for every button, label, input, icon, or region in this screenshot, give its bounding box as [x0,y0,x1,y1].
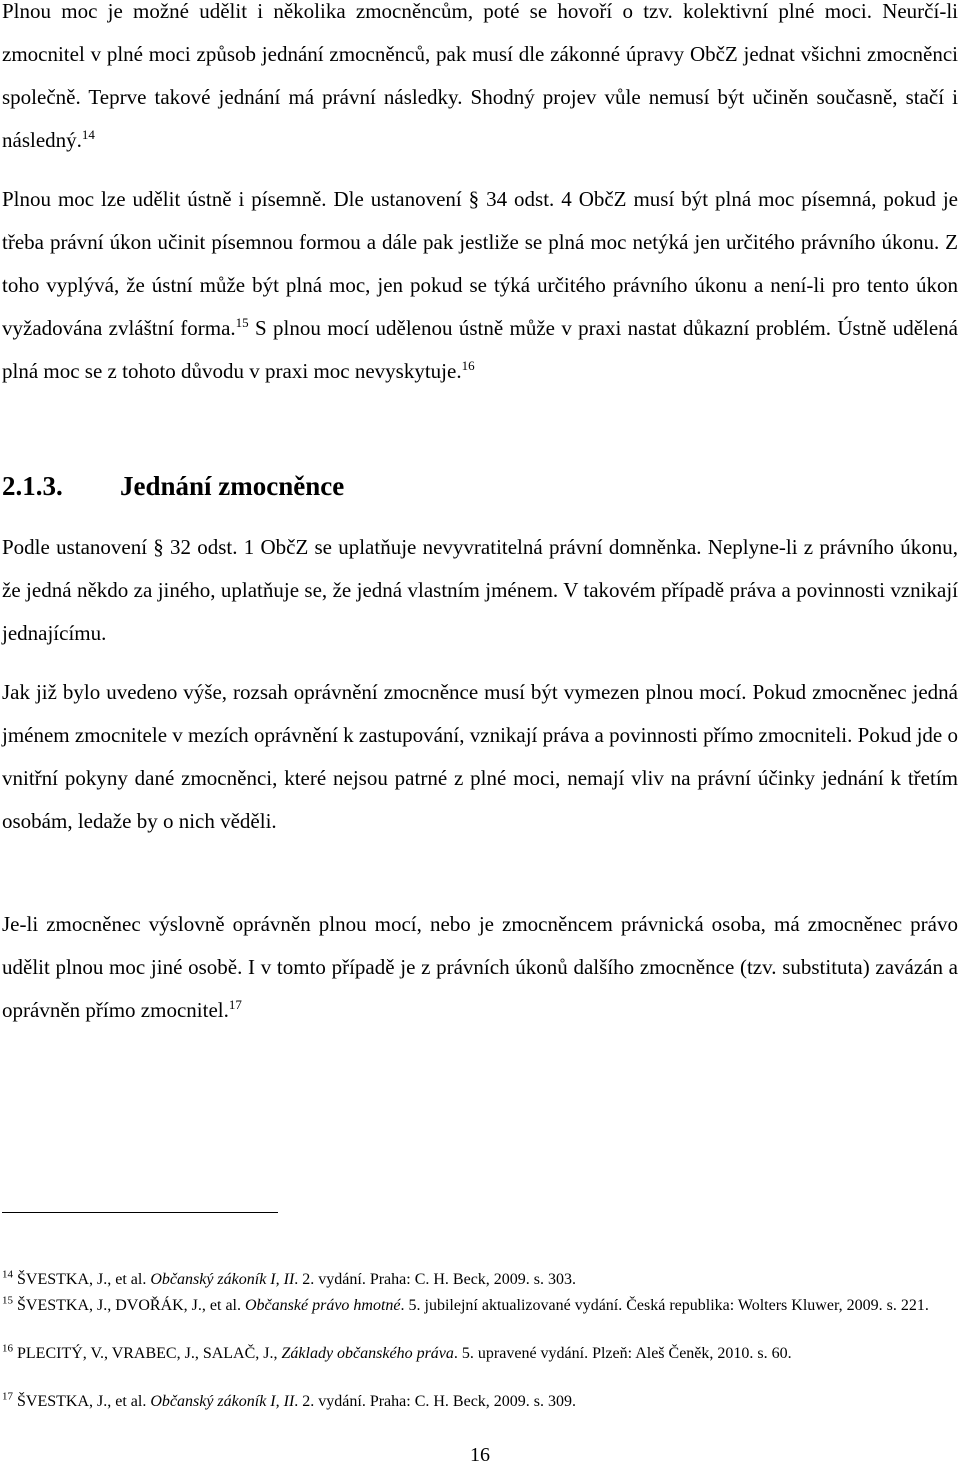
paragraph-text: Plnou moc je možné udělit i několika zmocněncům, poté se hovoří o tzv. kolektivní plné moci. Neurčí-li zmocnitel v plné moci způsob jednání zmocněnců, pak musí dle zákonné úpravy ObčZ jednat všichni zmocněnci společně. Teprve takové jednání má právní následky. Shodný projev vůle nemusí být učiněn současně, stačí i následný. [2,0,958,152]
footnote-16: $^{16}$ PLECITÝ, V., VRABEC, J., SALAČ, J., Základy občanského práva. 5. upravené vydání. Plzeň: Aleš Čeněk, 2010. s. 60. [2,1342,792,1362]
section-heading [2,466,344,506]
footnote-separator [2,1212,278,1213]
paragraph-text: Je-li zmocněnec výslovně oprávněn plnou mocí, nebo je zmocněncem právnická osoba, má zmocněnec právo udělit plnou moc jiné osobě. I v tomto případě je z právních úkonů dalšího zmocněnce (tzv. substituta) zavázán a oprávněn přímo zmocnitel. [2,912,958,1022]
section-title: Jednání zmocněnce [120,471,345,501]
paragraph-form-of-power [2,178,958,393]
paragraph-presumption: Podle ustanovení § 32 odst. 1 ObčZ se uplatňuje nevyvratitelná právní domněnka. Neplyne-li z právního úkonu, že jedná někdo za jiného, uplatňuje se, že jedná vlastním jménem. V takovém případě práva a povinnosti vznikají jednajícímu. [2,535,958,645]
footnote-ref-17[interactable]: 17 [228,997,242,1012]
paragraph-text-continued: S plnou mocí udělenou ústně může v praxi nastat důkazní problém. Ústně udělená plná moc se z tohoto důvodu v praxi moc nevyskytuje. [2,316,958,383]
section-number: 2.1.3. [2,471,63,501]
footnote-15: $^{15}$ ŠVESTKA, J., DVOŘÁK, J., et al. Občanské právo hmotné. 5. jubilejní aktualizované vydání. Česká republika: Wolters Kluwer, 2009. s. 221. [2,1294,929,1314]
footnote-ref-14[interactable]: 14 [81,127,95,142]
page-number: 16 [470,1444,490,1466]
paragraph-scope-of-authority: Jak již bylo uvedeno výše, rozsah oprávnění zmocněnce musí být vymezen plnou mocí. Pokud zmocněnec jedná jménem zmocnitele v mezích oprávnění k zastupování, vznikají práva a povinnosti přímo zmocniteli. Pokud jde o vnitřní pokyny dané zmocněnci, které nejsou patrné z plné moci, nemají vliv na právní účinky jednání k třetím osobám, ledaže by o nich věděli. [2,680,958,833]
paragraph-substitute [2,903,958,1032]
footnote-17: $^{17}$ ŠVESTKA, J., et al. Občanský zákoník I, II. 2. vydání. Praha: C. H. Beck, 2009. s. 309. [2,1390,577,1410]
paragraph-collective-power [2,0,958,162]
footnote-14: $^{14}$ ŠVESTKA, J., et al. Občanský zákoník I, II. 2. vydání. Praha: C. H. Beck, 2009. s. 303. [2,1268,577,1288]
paragraph-text: Plnou moc lze udělit ústně i písemně. Dle ustanovení § 34 odst. 4 ObčZ musí být plná moc písemná, pokud je třeba právní úkon učinit písemnou formou a dále pak jestliže se plná moc netýká jen určitého právního úkonu. Z toho vyplývá, že ústní může být plná moc, jen pokud se týká určitého právního úkonu a není-li pro tento úkon vyžadována zvláštní forma. [2,187,958,340]
footnote-ref-16[interactable]: 16 [461,358,475,373]
footnote-ref-15[interactable]: 15 [235,315,249,330]
